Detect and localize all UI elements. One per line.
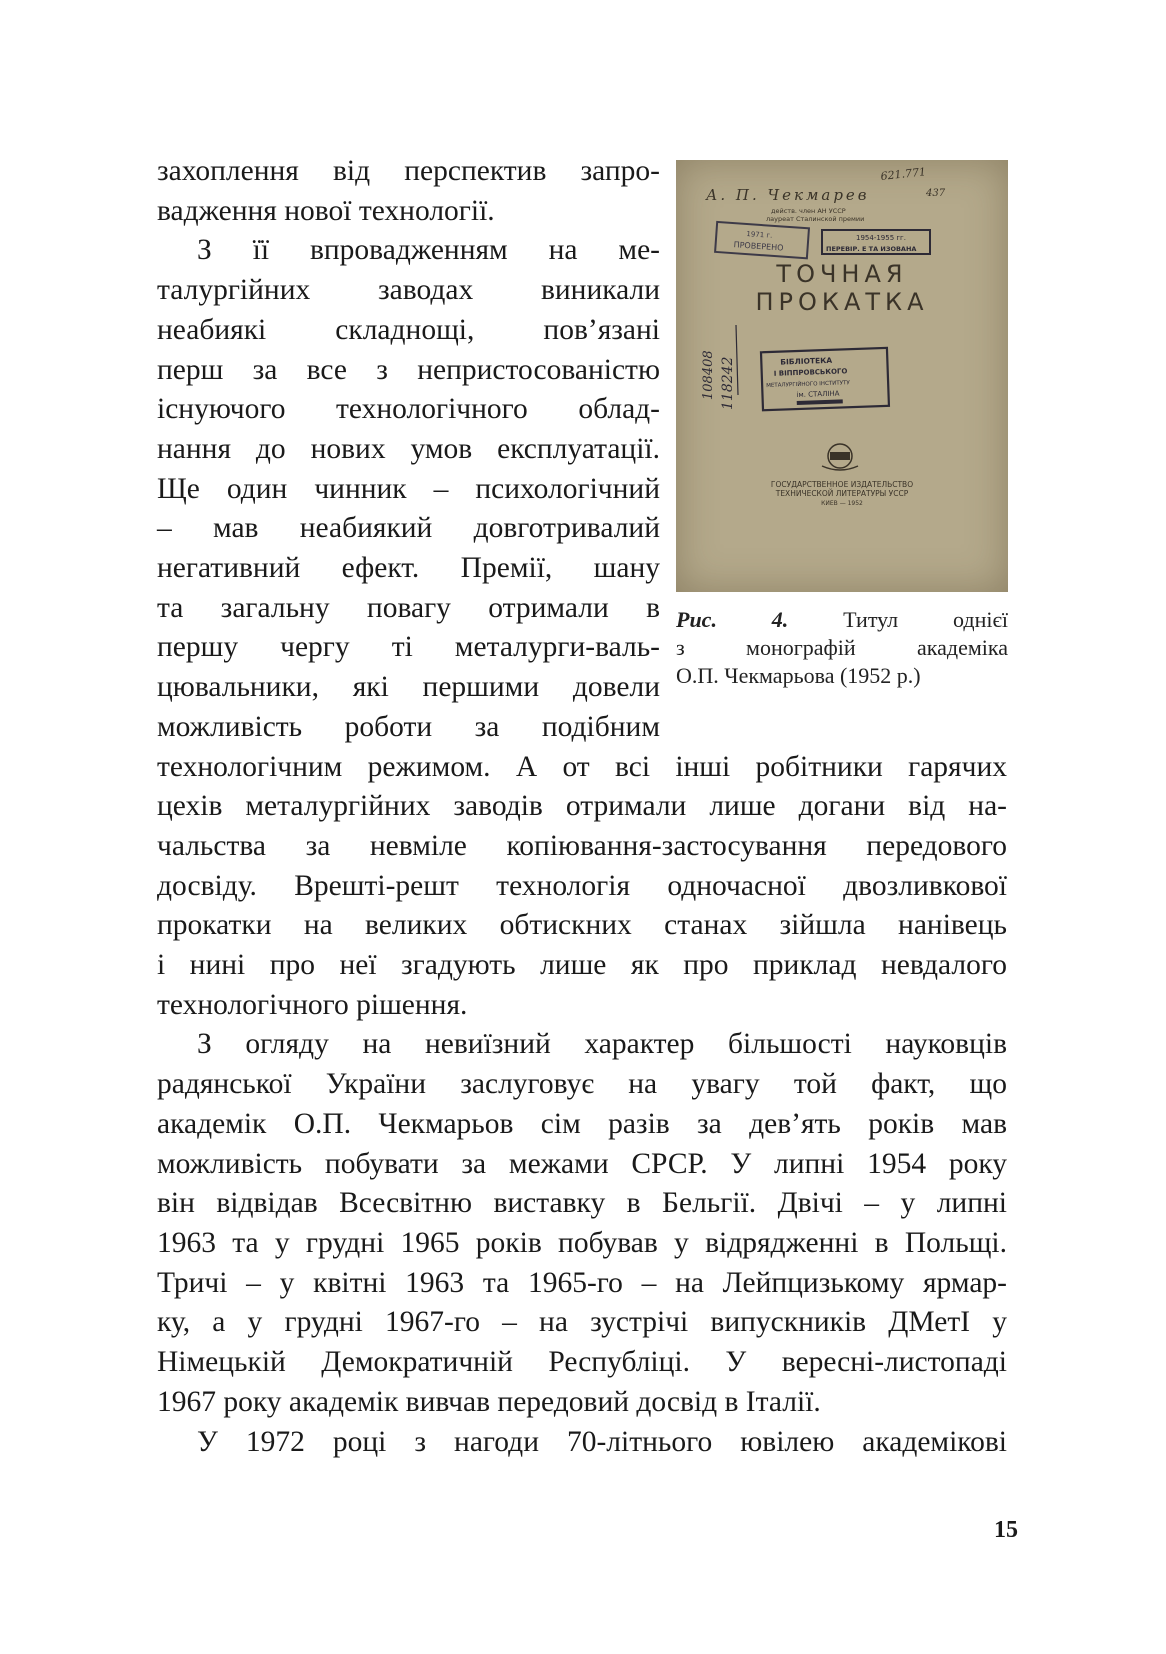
caption-label: Рис. 4. (676, 607, 789, 632)
caption-line: О.П. Чекмарьова (1952 р.) (676, 663, 921, 688)
figure-4 (676, 160, 1008, 690)
paragraph-2-full (157, 748, 1007, 1026)
text-line: У 1972 році з нагоди 70-літнього ювілею академікові (197, 1425, 1007, 1458)
text-line: радянської України заслуговує на увагу той факт, що (157, 1068, 1007, 1101)
svg-text:ПРОВЕРЕНО: ПРОВЕРЕНО (733, 240, 784, 253)
paragraph-1 (157, 152, 660, 231)
text-line: – мав неабиякий довготривалий (157, 512, 660, 545)
text-line: та загальну повагу отримали в (157, 591, 660, 624)
stamp-checked (715, 222, 809, 258)
text-line: прокатки на великих обтискних станах зійшла нанівець (157, 909, 1007, 942)
text-line: вадження нової технології. (157, 194, 495, 227)
text-line: Німецькій Демократичній Республіці. У вересні-листопаді (157, 1346, 1007, 1379)
text-line: цехів металургійних заводів отримали лише догани від на- (157, 790, 1007, 823)
library-stamp (761, 348, 889, 410)
text-line: технологічним режимом. А от всі інші робітники гарячих (157, 750, 1007, 783)
text-line: 1967 року академік вивчав передовий досвід в Італії. (157, 1385, 821, 1418)
caption-line: Рис. 4. Титул однієї (676, 607, 1009, 632)
paragraph-3 (157, 1025, 1007, 1422)
cover-author: А. П. Чекмарев (706, 186, 870, 204)
paragraph-4 (157, 1423, 1007, 1463)
text-line: досвіду. Врешті-решт технологія одночасної двозливкової (157, 869, 1007, 902)
text-line: першу чергу ті металурги-валь- (157, 631, 660, 664)
text-line: Ще один чинник – психологічний (157, 472, 660, 505)
svg-text:1971 г.: 1971 г. (746, 230, 773, 240)
paragraph-2-wrapped (157, 231, 660, 747)
text-line: можливість роботи за подібним (157, 710, 660, 743)
caption-line: з монографій академіка (676, 635, 1008, 660)
text-line: захоплення від перспектив запро- (157, 155, 660, 187)
handwritten-top: 621.771 (879, 165, 927, 183)
text-line: 1963 та у грудні 1965 років побував у відрядженні в Польщі. (157, 1226, 1007, 1259)
svg-text:ім. СТАЛІНА: ім. СТАЛІНА (796, 389, 840, 400)
svg-text:1954-1955 гг.: 1954-1955 гг. (856, 234, 906, 242)
text-line: нання до нових умов експлуатації. (157, 432, 660, 465)
text-line: З огляду на невиїзний характер більшості науковців (197, 1028, 1007, 1061)
handwritten-side-1: 108408 (701, 350, 716, 400)
text-line: і нині про неї згадують лише як про приклад невдалого (157, 949, 1007, 982)
text-line: ку, а у грудні 1967-го – на зустрічі випускників ДМетІ у (157, 1306, 1007, 1339)
cover-illustration (676, 160, 1008, 592)
cover-title-2: ПРОКАТКА (755, 288, 929, 316)
svg-text:ПЕРЕВІР. Е ТА ИЗОВАНА: ПЕРЕВІР. Е ТА ИЗОВАНА (826, 245, 917, 253)
handwritten-num: 437 (926, 188, 946, 199)
text-line: існуючого технологічного облад- (157, 393, 660, 426)
author-subtitle-1: действ. член АН УССР (771, 207, 846, 215)
text-line: технологічного рішення. (157, 988, 468, 1021)
publisher-line-1: ГОСУДАРСТВЕННОЕ ИЗДАТЕЛЬСТВО (770, 480, 914, 489)
book-cover-image (676, 160, 1008, 592)
publisher-line-3: КИЕВ — 1952 (821, 500, 863, 507)
text-line: чальства за невміле копіювання-застосування передового (157, 829, 1007, 862)
text-line: академік О.П. Чекмарьов сім разів за дев’ять років мав (157, 1107, 1007, 1140)
page-number: 15 (994, 1517, 1018, 1543)
svg-text:БІБЛІОТЕКА: БІБЛІОТЕКА (780, 355, 833, 367)
text-line: неабиякі складнощі, пов’язані (157, 313, 660, 346)
text-line: можливість побувати за межами СРСР. У липні 1954 року (157, 1147, 1007, 1180)
text-line: З її впровадженням на ме- (197, 234, 660, 267)
publisher-emblem-icon (822, 444, 858, 470)
svg-text:І ВІППРОВСЬКОГО: І ВІППРОВСЬКОГО (773, 367, 848, 378)
text-line: перш за все з непристосованістю (157, 353, 660, 386)
author-subtitle-2: лауреат Сталинской премии (766, 215, 865, 223)
svg-text:МЕТАЛУРГІЙНОГО ІНСТИТУТУ: МЕТАЛУРГІЙНОГО ІНСТИТУТУ (766, 380, 850, 390)
text-line: він відвідав Всесвітню виставку в Бельгії. Двічі – у липні (157, 1187, 1007, 1220)
cover-title-1: ТОЧНАЯ (776, 260, 908, 288)
text-line: Тричі – у квітні 1963 та 1965-го – на Лейпцизькому ярмар- (157, 1266, 1007, 1299)
stamp-years (822, 230, 930, 254)
text-line: талургійних заводах виникали (157, 274, 660, 307)
text-line: негативний ефект. Премії, шану (157, 552, 660, 585)
handwritten-side-2: 118242 (720, 356, 736, 410)
text-line: цювальники, які першими довели (157, 671, 660, 704)
publisher-line-2: ТЕХНИЧЕСКОЙ ЛИТЕРАТУРЫ УССР (775, 489, 909, 498)
figure-caption (676, 606, 1008, 690)
